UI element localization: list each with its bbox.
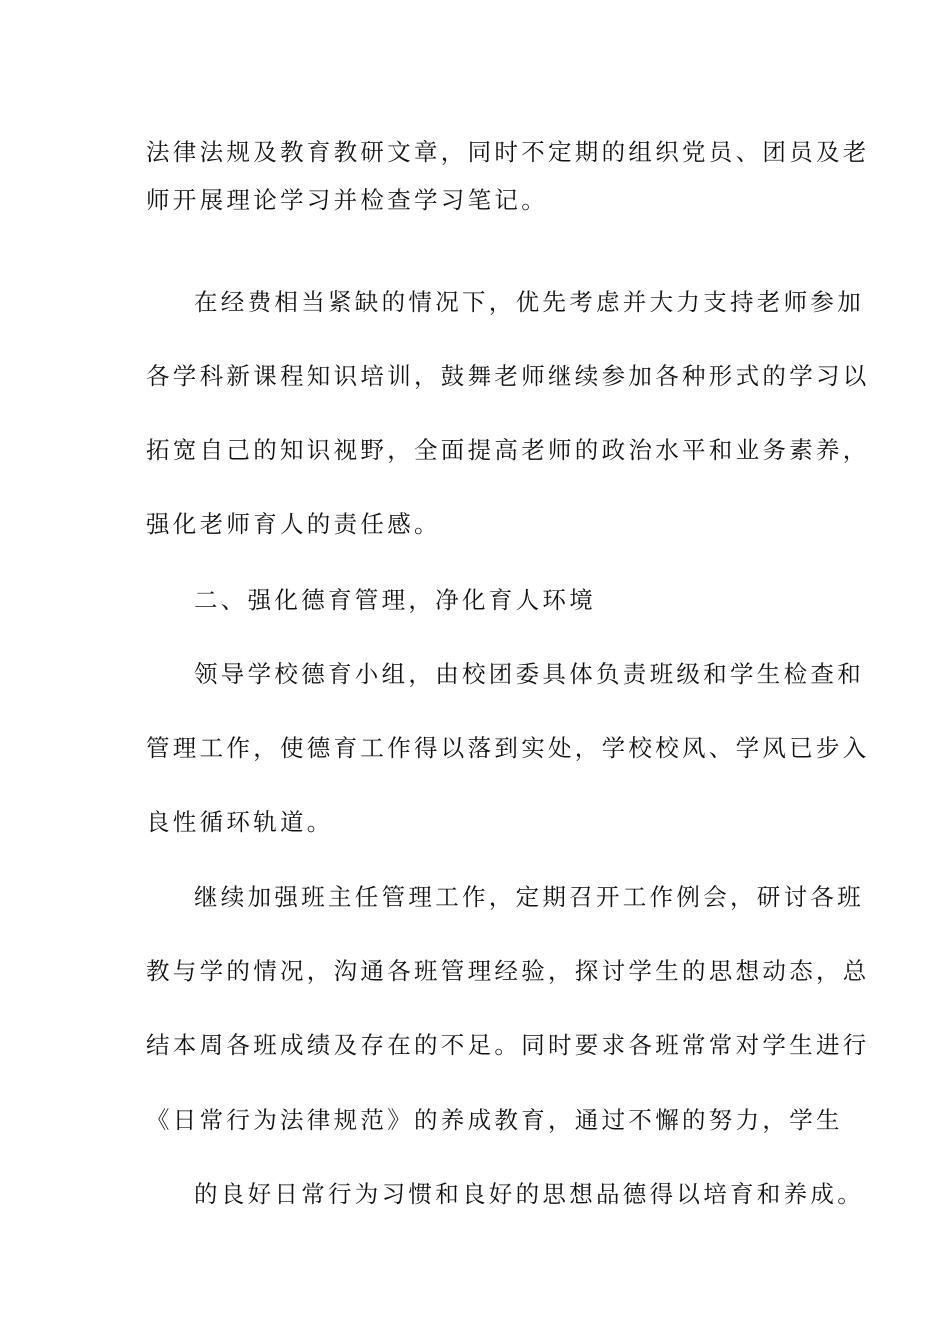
text-line: 强化老师育人的责任感。 (146, 510, 441, 538)
section-heading: 二、强化德育管理，净化育人环境 (194, 586, 596, 614)
text-line: 拓宽自己的知识视野，全面提高老师的政治水平和业务素养， (146, 436, 870, 464)
text-line: 良性循环轨道。 (146, 808, 334, 836)
text-line: 教与学的情况，沟通各班管理经验，探讨学生的思想动态，总 (146, 957, 870, 985)
text-line: 法律法规及教育教研文章，同时不定期的组织党员、团员及老 (146, 138, 870, 166)
paragraph-start-line: 在经费相当紧缺的情况下，优先考虑并大力支持老师参加 (194, 288, 864, 316)
text-line: 《日常行为法律规范》的养成教育，通过不懈的努力，学生 (146, 1106, 843, 1134)
text-line: 各学科新课程知识培训，鼓舞老师继续参加各种形式的学习以 (146, 362, 870, 390)
text-line: 的良好日常行为习惯和良好的思想品德得以培育和养成。 (194, 1180, 864, 1208)
text-line: 管理工作，使德育工作得以落到实处，学校校风、学风已步入 (146, 734, 870, 762)
text-line: 结本周各班成绩及存在的不足。同时要求各班常常对学生进行 (146, 1031, 870, 1059)
paragraph-start-line: 领导学校德育小组，由校团委具体负责班级和学生检查和 (194, 660, 864, 688)
paragraph-start-line: 继续加强班主任管理工作，定期召开工作例会，研讨各班 (194, 883, 864, 911)
text-line: 师开展理论学习并检查学习笔记。 (146, 186, 548, 214)
